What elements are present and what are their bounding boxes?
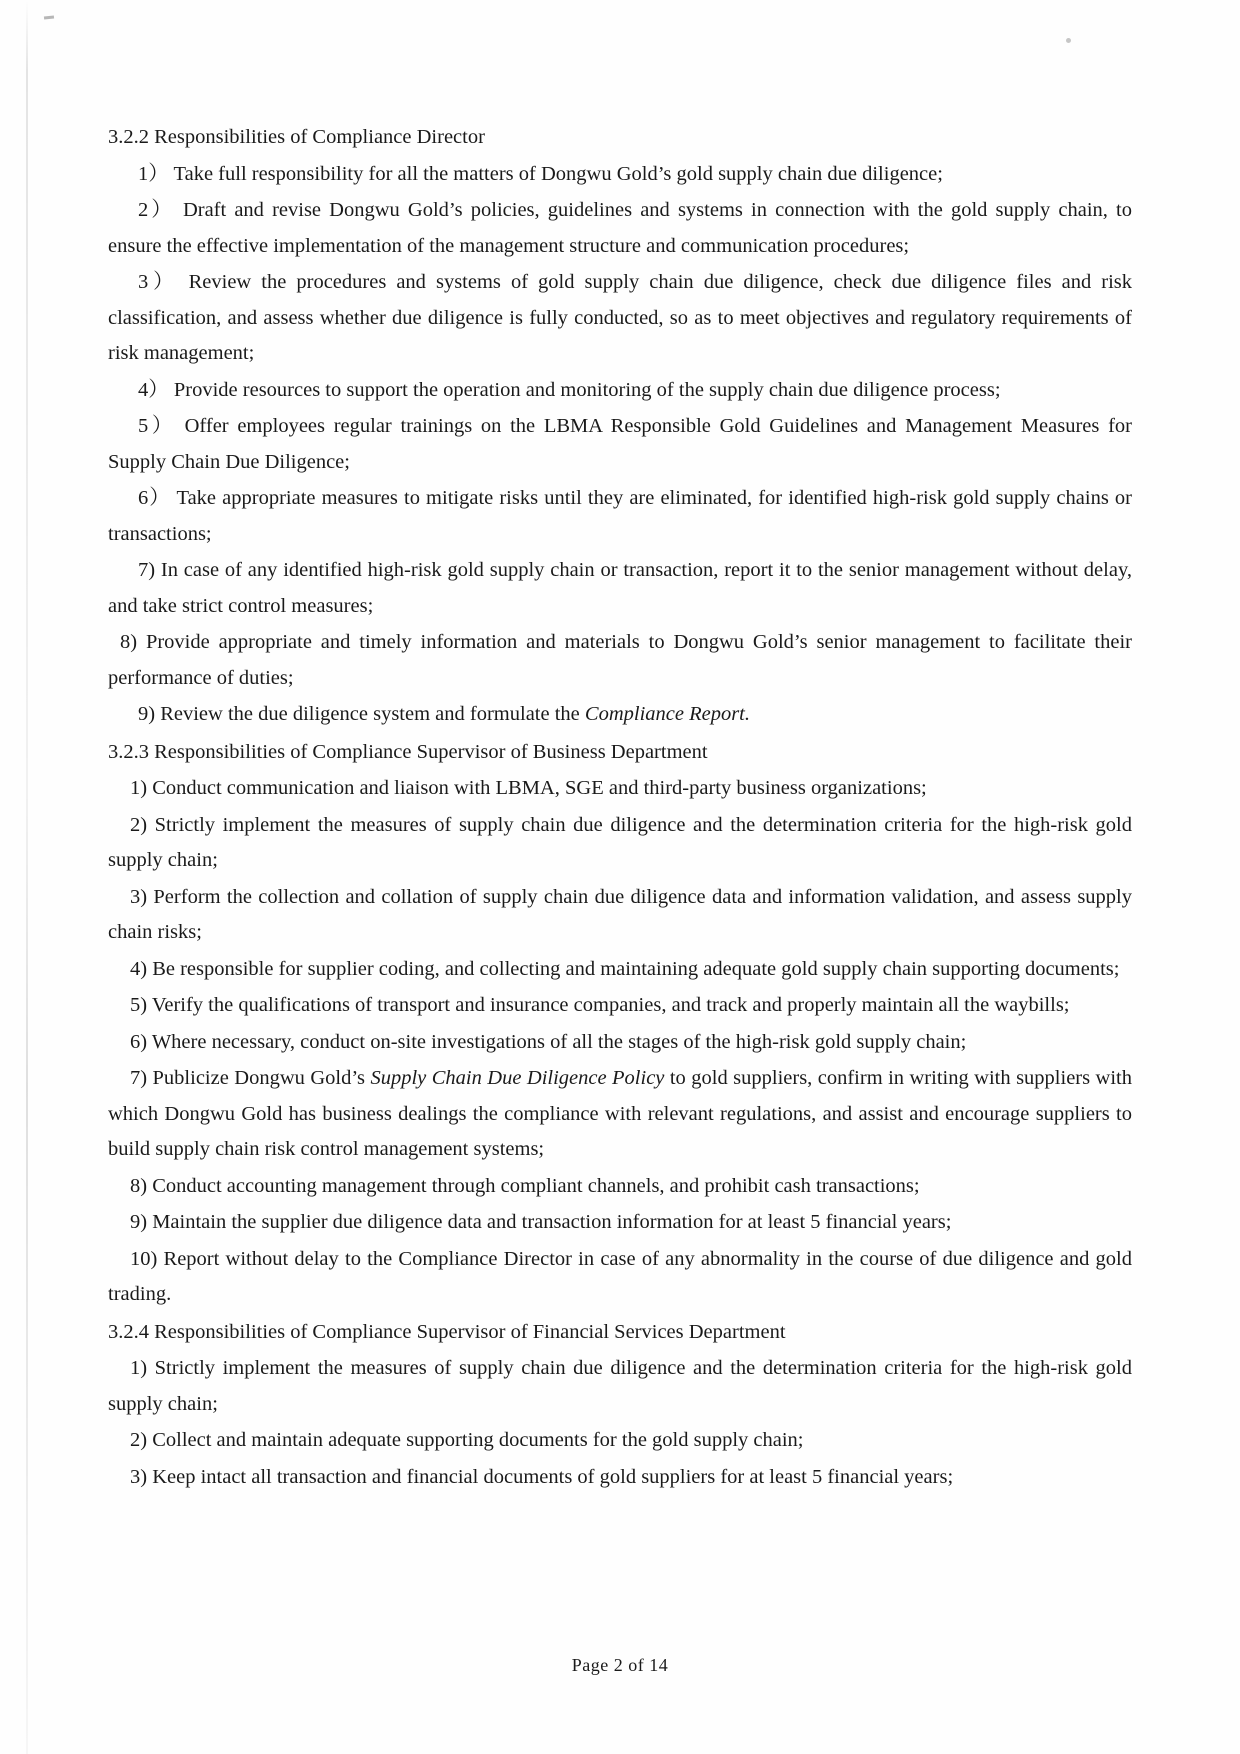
list-item: 6） Take appropriate measures to mitigate risks until they are eliminated, for identified high-risk gold supply chains or transactions; — [108, 487, 1132, 545]
list-item-text: 7) Publicize Dongwu Gold’s — [130, 1067, 371, 1089]
list-item — [108, 697, 1132, 733]
list-item: 4) Be responsible for supplier coding, and collecting and maintaining adequate gold supply chain supporting documents; — [130, 957, 1120, 980]
list-item: 10) Report without delay to the Compliance Director in case of any abnormality in the course of due diligence and gold trading. — [108, 1247, 1132, 1305]
section-heading-3-2-3: 3.2.3 Responsibilities of Compliance Supervisor of Business Department — [108, 740, 708, 763]
list-item: 5） Offer employees regular trainings on the LBMA Responsible Gold Guidelines and Management Measures for Supply Chain Due Diligence; — [108, 415, 1132, 473]
document-title-reference: Compliance Report. — [584, 703, 751, 725]
list-item: 3） Review the procedures and systems of gold supply chain due diligence, check due diligence files and risk classification, and assess whether due diligence is fully conducted, so as to meet objectives and regulatory requirements of risk management; — [108, 271, 1132, 364]
list-item-text: 9) Review the due diligence system and formulate the — [138, 703, 585, 725]
scan-edge-artifact — [26, 0, 28, 1754]
list-item: 7) In case of any identified high-risk gold supply chain or transaction, report it to the senior management without delay, and take strict control measures; — [108, 559, 1132, 617]
list-item: 6) Where necessary, conduct on-site investigations of all the stages of the high-risk gold supply chain; — [130, 1030, 967, 1053]
section-heading-3-2-2: 3.2.2 Responsibilities of Compliance Director — [108, 126, 485, 148]
list-item: 4） Provide resources to support the operation and monitoring of the supply chain due diligence process; — [138, 378, 1001, 401]
list-item: 3) Keep intact all transaction and financial documents of gold suppliers for at least 5 financial years; — [130, 1465, 954, 1488]
list-item: 2） Draft and revise Dongwu Gold’s policies, guidelines and systems in connection with the gold supply chain, to ensure the effective implementation of the management structure and communication procedures; — [108, 199, 1132, 257]
page-footer: Page 2 of 14 — [571, 1655, 669, 1675]
scan-speck-icon — [1066, 38, 1071, 43]
list-item: 1） Take full responsibility for all the matters of Dongwu Gold’s gold supply chain due diligence; — [138, 162, 943, 185]
list-item: 5) Verify the qualifications of transport and insurance companies, and track and properly maintain all the waybills; — [130, 994, 1070, 1016]
list-item: 1) Conduct communication and liaison with LBMA, SGE and third-party business organizations; — [130, 777, 927, 799]
scan-speck-icon — [44, 15, 54, 19]
section-heading-3-2-4: 3.2.4 Responsibilities of Compliance Supervisor of Financial Services Department — [108, 1320, 786, 1343]
list-item: 2) Strictly implement the measures of supply chain due diligence and the determination criteria for the high-risk gold supply chain; — [108, 813, 1132, 871]
list-item-text-cont: to gold suppliers, confirm in writing with suppliers with which Dongwu Gold has business dealings the compliance with relevant regulations, and assist and encourage suppliers to build supply chain risk control management systems; — [108, 1067, 1132, 1160]
list-item: 2) Collect and maintain adequate supporting documents for the gold supply chain; — [130, 1429, 804, 1451]
list-item: 3) Perform the collection and collation of supply chain due diligence data and information validation, and assess supply chain risks; — [108, 885, 1132, 943]
list-item: 9) Maintain the supplier due diligence data and transaction information for at least 5 financial years; — [130, 1211, 952, 1233]
list-item: 1) Strictly implement the measures of supply chain due diligence and the determination criteria for the high-risk gold supply chain; — [108, 1357, 1132, 1415]
list-item — [108, 1061, 1132, 1168]
policy-title-reference: Supply Chain Due Diligence Policy — [370, 1067, 665, 1089]
list-item: 8) Provide appropriate and timely information and materials to Dongwu Gold’s senior management to facilitate their performance of duties; — [108, 631, 1132, 689]
list-item: 8) Conduct accounting management through compliant channels, and prohibit cash transactions; — [130, 1174, 920, 1197]
document-body — [108, 120, 1132, 1495]
